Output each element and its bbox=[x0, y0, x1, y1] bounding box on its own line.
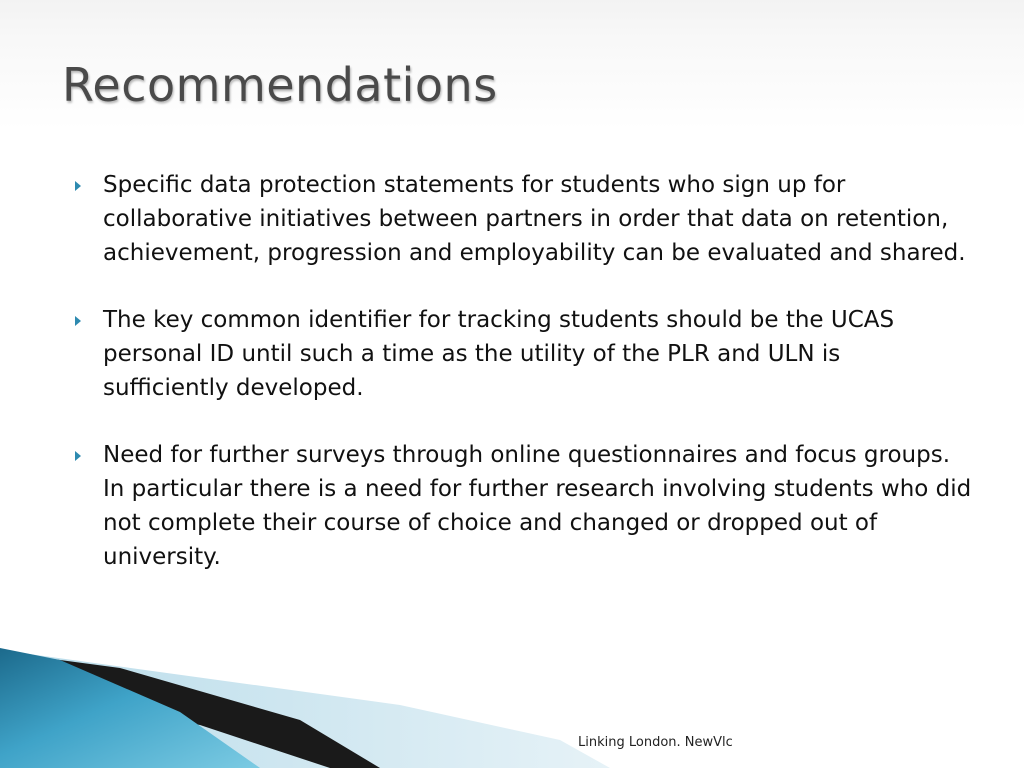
footer-text: Linking London. NewVlc bbox=[578, 735, 733, 750]
bullet-text: The key common identifier for tracking students should be the UCAS personal ID until such a time as the utility of the PLR and ULN is sufficiently developed. bbox=[103, 307, 895, 401]
slide-title: Recommendations bbox=[62, 58, 498, 112]
bullet-text: Specific data protection statements for students who sign up for collaborative initiatives between partners in order that data on retention, achievement, progression and employability can be evaluated and shared. bbox=[103, 172, 966, 266]
bullet-text: Need for further surveys through online questionnaires and focus groups. In particular there is a need for further research involving students who did not complete their course of choice and changed or dropped out of university. bbox=[103, 442, 972, 570]
